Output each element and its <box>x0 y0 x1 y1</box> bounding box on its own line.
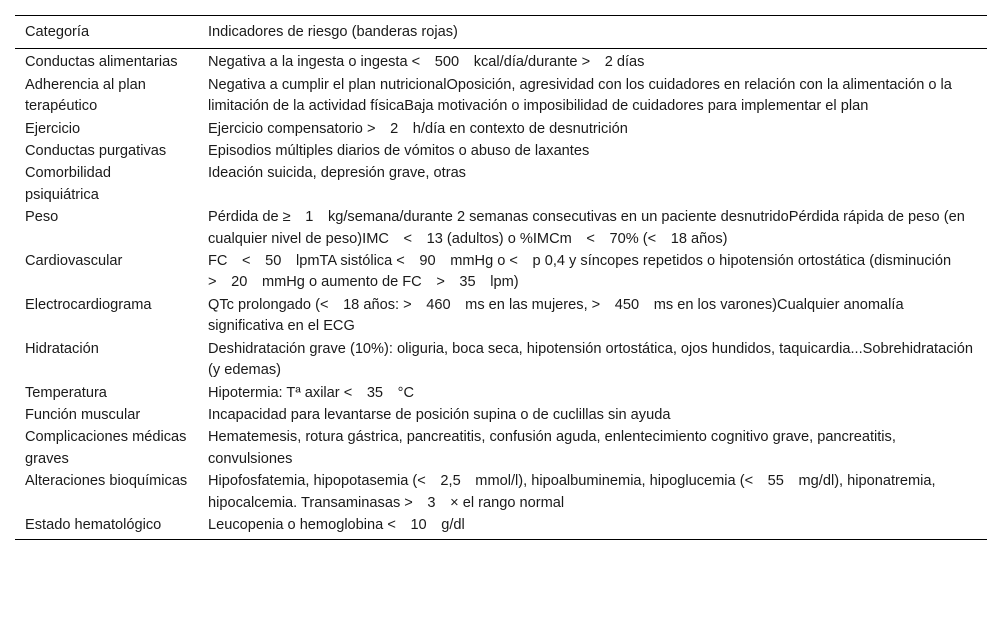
row-category: Temperatura <box>25 384 107 401</box>
row-category: Hidratación <box>25 340 99 357</box>
header-row <box>15 16 987 49</box>
table-row <box>15 207 987 251</box>
header-categoria: Categoría <box>25 24 90 40</box>
row-indicators: Pérdida de ≥ 1 kg/semana/durante 2 semanas consecutivas en un paciente desnutridoPérdida rápida de peso (en cualquier nivel de peso)IMC < 13 (adultos) o %IMCm < 70% (< 18 años) <box>208 209 965 247</box>
table-row <box>15 471 987 515</box>
row-category: Adherencia al plan terapéutico <box>25 76 146 115</box>
row-category: Alteraciones bioquímicas <box>25 473 188 490</box>
header-indicadores: Indicadores de riesgo (banderas rojas) <box>208 24 458 40</box>
table-row <box>15 141 987 163</box>
table-row <box>15 49 987 75</box>
row-indicators: Negativa a cumplir el plan nutricionalOposición, agresividad con los cuidadores en relación con la alimentación o la limitación de la actividad físicaBaja motivación o imposibilidad de cuidadores para implementar el plan <box>208 76 952 115</box>
table-row <box>15 295 987 339</box>
table-row <box>15 163 987 207</box>
risk-indicators-table <box>15 15 987 540</box>
table-row <box>15 119 987 141</box>
row-indicators: Hipotermia: Tª axilar < 35 °C <box>208 384 415 401</box>
row-indicators: Episodios múltiples diarios de vómitos o abuso de laxantes <box>208 143 590 160</box>
table-body <box>15 49 987 540</box>
risk-table-container <box>15 15 987 540</box>
row-indicators: Deshidratación grave (10%): oliguria, boca seca, hipotensión ortostática, ojos hundidos, taquicardia...Sobrehidratación (y edemas) <box>208 340 974 379</box>
table-row <box>15 383 987 405</box>
row-category: Complicaciones médicas graves <box>25 429 187 467</box>
table-row <box>15 339 987 383</box>
table-row <box>15 75 987 119</box>
row-indicators: Ejercicio compensatorio > 2 h/día en contexto de desnutrición <box>208 120 628 137</box>
table-row <box>15 251 987 295</box>
row-category: Conductas purgativas <box>25 143 167 160</box>
row-category: Peso <box>25 209 59 226</box>
row-indicators: Negativa a la ingesta o ingesta < 500 kcal/día/durante > 2 días <box>208 54 645 71</box>
row-category: Estado hematológico <box>25 516 162 533</box>
row-category: Cardiovascular <box>25 253 123 270</box>
row-indicators: Hipofosfatemia, hipopotasemia (< 2,5 mmol/l), hipoalbuminemia, hipoglucemia (< 55 mg/dl), hiponatremia, hipocalcemia. Transaminasas > 3 × el rango normal <box>208 473 936 511</box>
row-indicators: QTc prolongado (< 18 años: > 460 ms en las mujeres, > 450 ms en los varones)Cualquier anomalía significativa en el ECG <box>208 296 904 335</box>
row-indicators: Incapacidad para levantarse de posición supina o de cuclillas sin ayuda <box>208 406 671 423</box>
table-row <box>15 405 987 427</box>
table-row <box>15 515 987 540</box>
row-category: Ejercicio <box>25 120 81 137</box>
row-indicators: FC < 50 lpmTA sistólica < 90 mmHg o < p 0,4 y síncopes repetidos o hipotensión ortostática (disminución > 20 mmHg o aumento de FC > 35 lpm) <box>208 253 952 291</box>
row-category: Función muscular <box>25 406 141 423</box>
row-category: Electrocardiograma <box>25 296 152 313</box>
row-indicators: Hematemesis, rotura gástrica, pancreatitis, confusión aguda, enlentecimiento cognitivo grave, pancreatitis, convulsiones <box>208 429 896 467</box>
table-header <box>15 16 987 49</box>
row-category: Comorbilidad psiquiátrica <box>25 165 111 203</box>
table-row <box>15 427 987 471</box>
row-indicators: Leucopenia o hemoglobina < 10 g/dl <box>208 516 465 533</box>
row-indicators: Ideación suicida, depresión grave, otras <box>208 165 466 182</box>
row-category: Conductas alimentarias <box>25 54 178 71</box>
